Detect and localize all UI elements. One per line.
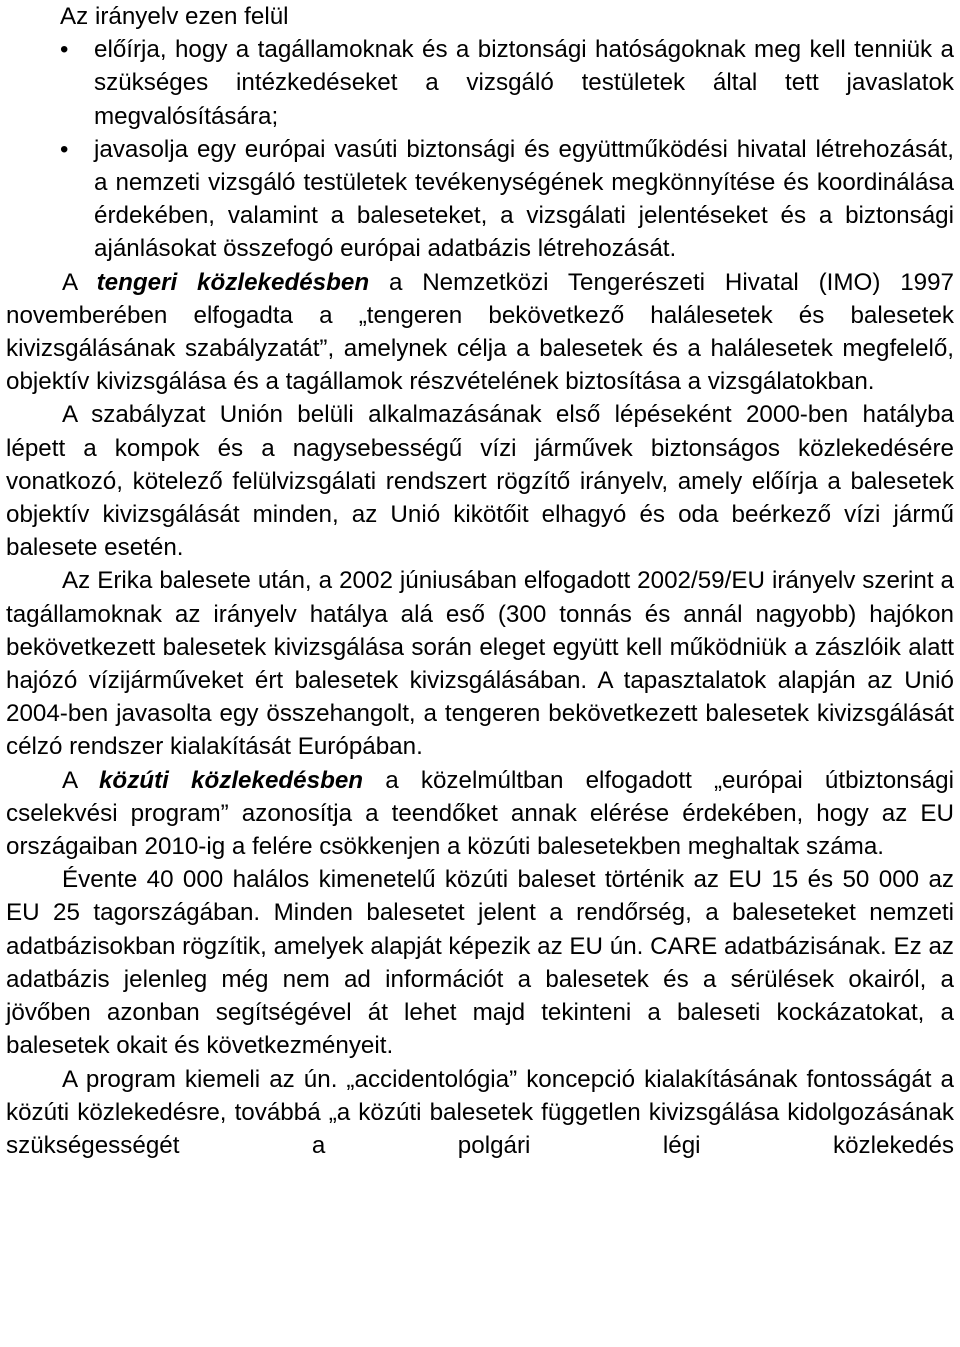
- bullet-text: javasolja egy európai vasúti biztonsági és együttműködési hivatal létrehozását, a nemzeti vizsgáló testületek tevékenységének megkönnyítése és koordinálása érdekében, valamint a baleseteket, a vizsgálati jelentéseket és a biztonsági ajánlásokat összefogó európai adatbázis létrehozását.: [94, 135, 954, 263]
- paragraph-text: A: [62, 268, 97, 296]
- paragraph-regulation: A szabályzat Unión belüli alkalmazásának első lépéseként 2000-ben hatályba lépett a kompok és a nagysebességű vízi járművek biztonságos közlekedésére vonatkozó, kötelező felülvizsgálati rendszert rögzítő irányelv, amely előírja a balesetek objektív kivizsgálását minden, az Unió kikötőit elhagyó és oda beérkező vízi jármű balesete esetén.: [6, 401, 954, 562]
- list-item: [6, 33, 954, 133]
- paragraph-text: A: [62, 766, 99, 794]
- bullet-list: [6, 33, 954, 265]
- bullet-icon: •: [60, 36, 69, 64]
- document-page: [6, 0, 954, 1162]
- intro-line: Az irányelv ezen felül: [60, 3, 289, 30]
- paragraph-statistics: Évente 40 000 halálos kimenetelű közúti baleset történik az EU 15 és 50 000 az EU 25 tagországában. Minden balesetet jelent a rendőrség, a baleseteket nemzeti adatbázisokban rögzítik, amelyek alapját képezik az EU ún. CARE adatbázisának. Ez az adatbázis jelenleg még nem ad információt a balesetek és a sérülések okairól, a jövőben azonban segítségével át lehet majd tekinteni a baleseti kockázatokat, a balesetek okait és következményeit.: [6, 866, 954, 1060]
- paragraph-text: a közelmúltban elfogadott „európai útbiztonsági cselekvési program” azonosítja a teendőket annak elérése érdekében, hogy az EU országaiban 2010-ig a felére csökkenjen a közúti balesetekben meghaltak száma.: [6, 766, 954, 861]
- list-item: [6, 133, 954, 266]
- bullet-text: előírja, hogy a tagállamoknak és a biztonsági hatóságoknak meg kell tenniük a szükséges intézkedéseket a vizsgáló testületek által tett javaslatok megvalósítására;: [94, 36, 954, 130]
- emphasis-road: közúti közlekedésben: [98, 766, 364, 794]
- paragraph-text: a Nemzetközi Tengerészeti Hivatal (IMO) 1997 novemberében elfogadta a „tengeren bekövetkező halálesetek és balesetek kivizsgálásának szabályzatát”, amelynek célja a balesetek és a halálesetek megfelelő, objektív kivizsgálása és a tagállamok részvételének biztosítása a vizsgálatokban.: [6, 268, 954, 396]
- paragraph-road: [6, 764, 954, 864]
- paragraph-erika: Az Erika balesete után, a 2002 júniusában elfogadott 2002/59/EU irányelv szerint a tagállamoknak az irányelv hatálya alá eső (300 tonnás és annál nagyobb) hajókon bekövetkezett balesetek kivizsgálása során eleget együtt kell működniük a zászlóik alatt hajózó vízijárműveket ért balesetek kivizsgálásában. A tapasztalatok alapján az Unió 2004-ben javasolta egy összehangolt, a tengeren bekövetkezett balesetek kivizsgálását célzó rendszer kialakítását Európában.: [6, 567, 954, 761]
- paragraph-program: A program kiemeli az ún. „accidentológia” koncepció kialakításának fontosságát a közúti közlekedésre, továbbá „a közúti balesetek független kivizsgálása kidolgozásának szükségességét a polgári légi közlekedés: [6, 1065, 954, 1159]
- paragraph-maritime: [6, 266, 954, 399]
- emphasis-maritime: tengeri közlekedésben: [96, 268, 370, 296]
- bullet-icon: •: [60, 135, 69, 163]
